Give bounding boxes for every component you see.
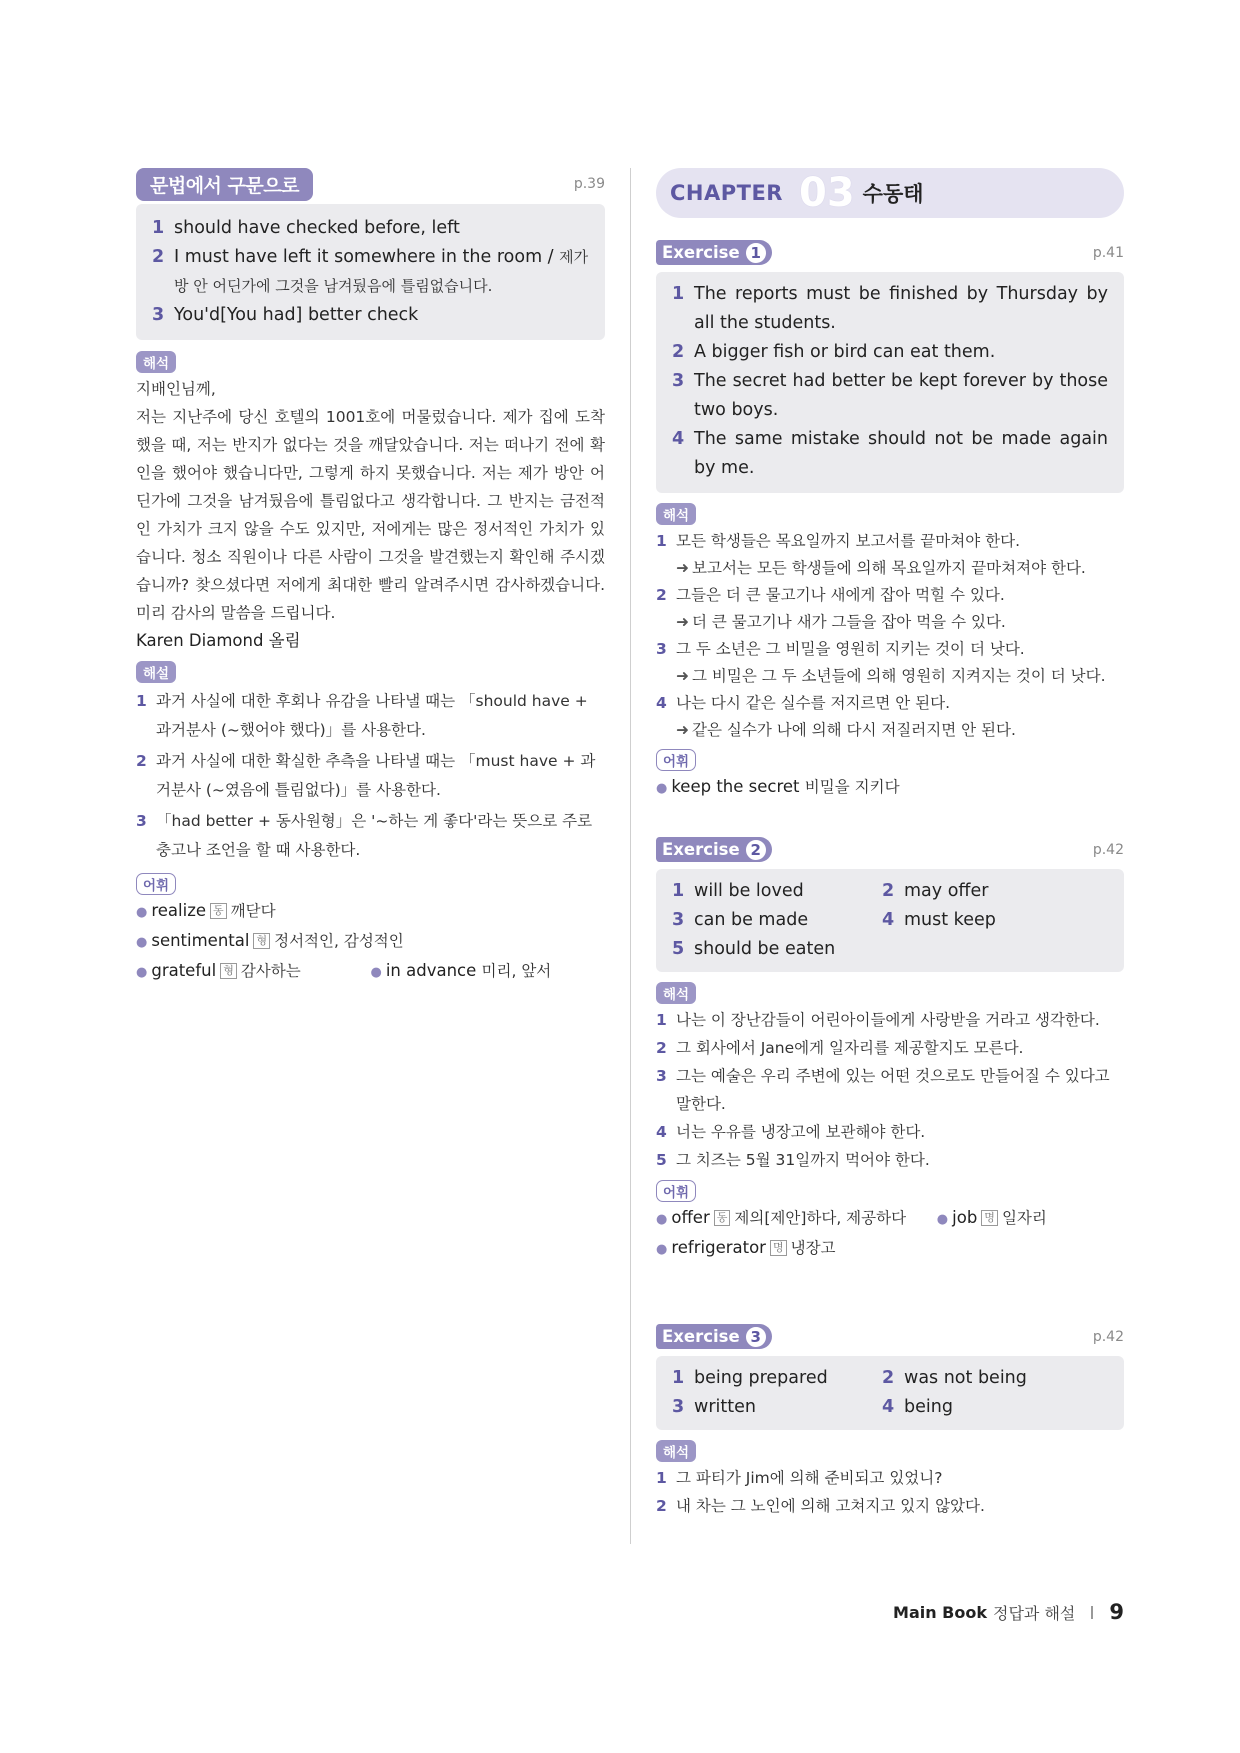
arrow-icon: ➜ (676, 559, 689, 577)
answer-item: 2 was not being (882, 1368, 1027, 1388)
vocab-entry: ● sentimental 형 정서적인, 감성적인 (136, 931, 404, 950)
passive-translation: ➜ 더 큰 물고기나 새가 그들을 잡아 먹을 수 있다. (676, 613, 1006, 631)
explanation-tag: 해설 (136, 661, 176, 683)
signature: Karen Diamond 올림 (136, 631, 301, 650)
vocab-row (136, 957, 605, 987)
translation-item: 1 모든 학생들은 목요일까지 보고서를 끝마쳐야 한다. (656, 532, 1020, 550)
column-divider (630, 168, 631, 1544)
vocab-entry: ● job 명 일자리 (936, 1208, 1047, 1227)
greeting: 지배인님께, (136, 380, 216, 398)
answer-item: 3 You'd[You had] better check (152, 305, 419, 325)
arrow-icon: ➜ (676, 721, 689, 739)
translation-item: 3 그는 예술은 우리 주변에 있는 어떤 것으로도 만들어질 수 있다고 말한다. (656, 1067, 1110, 1113)
arrow-icon: ➜ (676, 613, 689, 631)
answer-item: 1 should have checked before, left (152, 218, 460, 238)
answer-box (136, 204, 605, 340)
translation-item: 3 그 두 소년은 그 비밀을 영원히 지키는 것이 더 낫다. (656, 640, 1025, 658)
exercise-header (656, 1324, 1124, 1354)
vocab-section (656, 1180, 1124, 1264)
answer-box (656, 869, 1124, 972)
translation-tag: 해석 (656, 982, 696, 1004)
vocab-row (136, 927, 605, 957)
translation-tag: 해석 (136, 351, 176, 373)
page-reference: p.41 (1092, 245, 1124, 261)
answer-item: 2 I must have left it somewhere in the room / 제가 방 안 어딘가에 그것을 남겨뒀음에 틀림없습니다. (152, 247, 589, 295)
page-number: 9 (1109, 1600, 1124, 1624)
translation-item: 4 너는 우유를 냉장고에 보관해야 한다. (656, 1123, 926, 1141)
answer-item: 4 being (882, 1397, 953, 1417)
answer-item: 4 The same mistake should not be made again by me. (672, 429, 1108, 478)
page-reference: p.42 (1092, 842, 1124, 858)
vocab-row (136, 897, 605, 927)
answer-item: 5 should be eaten (672, 939, 836, 959)
exercise-number: 1 (744, 241, 768, 265)
exercise-2 (656, 837, 1124, 1264)
page-footer (893, 1600, 1124, 1624)
translation-item: 5 그 치즈는 5월 31일까지 먹어야 한다. (656, 1151, 930, 1169)
arrow-icon: ➜ (676, 667, 689, 685)
translation-section (656, 1440, 1124, 1520)
answer-item: 3 The secret had better be kept forever by those two boys. (672, 371, 1108, 420)
translation-item: 1 그 파티가 Jim에 의해 준비되고 있었니? (656, 1469, 943, 1487)
translation-item: 2 그 회사에서 Jane에게 일자리를 제공할지도 모른다. (656, 1039, 1024, 1057)
section-header (136, 168, 605, 198)
vocab-entry: ● in advance 미리, 앞서 (370, 961, 552, 980)
page-reference: p.39 (573, 176, 605, 192)
translation-item: 1 나는 이 장난감들이 어린아이들에게 사랑받을 거라고 생각한다. (656, 1011, 1100, 1029)
vocab-entry: ● realize 동 깨닫다 (136, 901, 276, 920)
vocab-tag: 어휘 (656, 749, 696, 771)
explanation-item: 3 「had better + 동사원형」은 '~하는 게 좋다'라는 뜻으로 주로 충고나 조언을 할 때 사용한다. (136, 812, 593, 859)
translation-body: 저는 지난주에 당신 호텔의 1001호에 머물렀습니다. 제가 집에 도착했을 때, 저는 반지가 없다는 것을 깨달았습니다. 저는 떠나기 전에 확인을 했어야 했습니다만, 그렇게 하지 못했습니다. 저는 제가 방안 어딘가에 그것을 남겨뒀음에 틀림없다고 생각합니다. 그 반지는 금전적인 가치가 크지 않을 수도 있지만, 저에게는 많은 정서적인 가치가 있습니다. 청소 직원이나 다른 사람이 그것을 발견했는지 확인해 주시겠습니까? 찾으셨다면 저에게 최대한 빨리 알려주시면 감사하겠습니다. 미리 감사의 말씀을 드립니다. (136, 408, 605, 622)
vocab-entry: ● offer 동 제의[제안]하다, 제공하다 (656, 1208, 907, 1227)
exercise-header (656, 837, 1124, 867)
chapter-title: 수동태 (862, 182, 924, 206)
footer-separator (1091, 1606, 1093, 1619)
answer-item: 3 written (672, 1397, 756, 1417)
answer-box (656, 272, 1124, 493)
vocab-tag: 어휘 (136, 873, 176, 895)
chapter-banner (656, 168, 1124, 218)
answer-item: 1 will be loved (672, 881, 804, 901)
vocab-entry: ● refrigerator 명 냉장고 (656, 1238, 836, 1257)
translation-item: 2 내 차는 그 노인에 의해 고쳐지고 있지 않았다. (656, 1497, 985, 1515)
translation-tag: 해석 (656, 1440, 696, 1462)
exercise-3 (656, 1324, 1124, 1520)
vocab-entry: ● keep the secret 비밀을 지키다 (656, 777, 900, 796)
answer-item: 3 can be made (672, 910, 809, 930)
chapter-label: CHAPTER (670, 181, 783, 205)
exercise-header (656, 240, 1124, 270)
passive-translation: ➜ 보고서는 모든 학생들에 의해 목요일까지 끝마쳐져야 한다. (676, 559, 1086, 577)
section-name: 정답과 해설 (993, 1603, 1076, 1623)
right-column (656, 168, 1124, 1520)
explanation-section (136, 661, 605, 865)
translation-section (656, 982, 1124, 1174)
vocab-section (656, 749, 1124, 803)
vocab-section (136, 873, 605, 987)
exercise-1 (656, 240, 1124, 803)
passive-translation: ➜ 그 비밀은 그 두 소년들에 의해 영원히 지켜지는 것이 더 낫다. (676, 667, 1106, 685)
left-column (136, 168, 605, 987)
answer-item: 1 being prepared (672, 1368, 828, 1388)
answer-item: 2 A bigger fish or bird can eat them. (672, 342, 996, 362)
exercise-label: Exercise 2 (656, 837, 772, 862)
vocab-entry: ● grateful 형 감사하는 (136, 961, 301, 980)
vocab-tag: 어휘 (656, 1180, 696, 1202)
chapter-number: 03 (798, 170, 855, 216)
explanation-item: 2 과거 사실에 대한 확실한 추측을 나타낼 때는 「must have + 과거분사 (~였음에 틀림없다)」를 사용한다. (136, 752, 596, 799)
answer-item: 4 must keep (882, 910, 996, 930)
exercise-number: 2 (744, 838, 768, 862)
answer-item: 1 The reports must be finished by Thursday by all the students. (672, 284, 1108, 333)
vocab-list (136, 897, 605, 987)
explanation-item: 1 과거 사실에 대한 후회나 유감을 나타낼 때는 「should have + 과거분사 (~했어야 했다)」를 사용한다. (136, 692, 588, 739)
translation-section (136, 351, 605, 655)
answer-item: 2 may offer (882, 881, 989, 901)
exercise-label: Exercise 3 (656, 1324, 772, 1349)
translation-item: 2 그들은 더 큰 물고기나 새에게 잡아 먹힐 수 있다. (656, 586, 1005, 604)
translation-section (656, 503, 1124, 743)
passive-translation: ➜ 같은 실수가 나에 의해 다시 저질러지면 안 된다. (676, 721, 1016, 739)
section-title: 문법에서 구문으로 (136, 168, 313, 201)
translation-tag: 해석 (656, 503, 696, 525)
exercise-label: Exercise 1 (656, 240, 772, 265)
book-name: Main Book (893, 1602, 987, 1622)
exercise-number: 3 (744, 1325, 768, 1349)
page-reference: p.42 (1092, 1329, 1124, 1345)
answer-box (656, 1356, 1124, 1430)
translation-item: 4 나는 다시 같은 실수를 저지르면 안 된다. (656, 694, 951, 712)
